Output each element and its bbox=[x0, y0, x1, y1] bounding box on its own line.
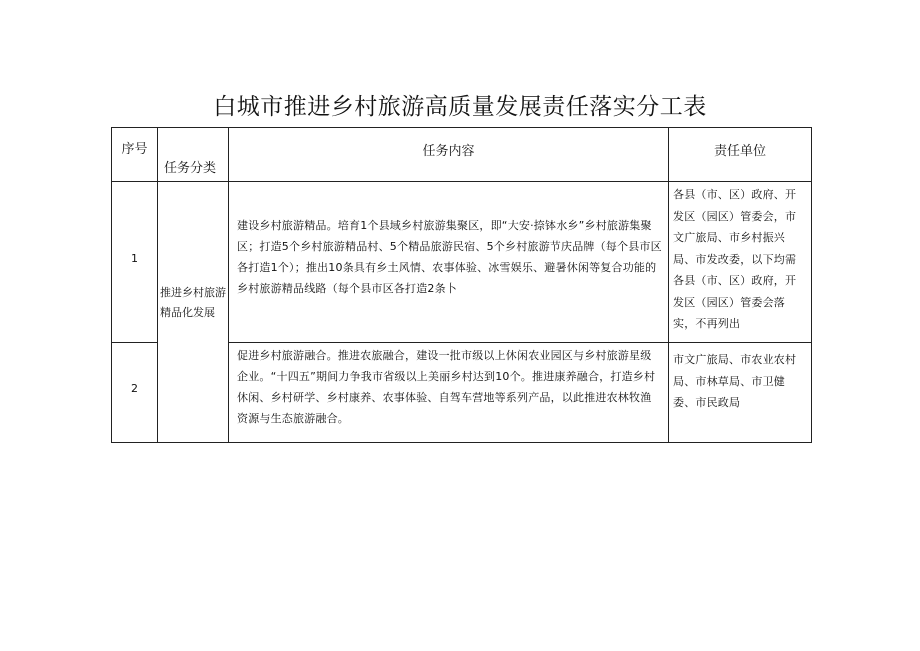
row-1-seq bbox=[112, 182, 158, 343]
row-2-content-text: 促进乡村旅游融合。推进农旅融合，建设一批市级以上休闲农业园区与乡村旅游星级企业。“十四五”期间力争我市省级以上美丽乡村达到10个。推进康养融合，打造乡村休闲、乡村研学、乡村康养、农事体验、自驾车营地等系列产品，以此推进农林牧渔资源与生态旅游融合。 bbox=[237, 349, 656, 425]
category-cell bbox=[158, 182, 229, 443]
category-value: 推进乡村旅游精品化发展 bbox=[160, 286, 226, 319]
header-content bbox=[229, 128, 669, 182]
row-2-unit-text: 市文广旅局、市农业农村局、市林草局、市卫健委、市民政局 bbox=[673, 353, 797, 409]
row-2-unit bbox=[669, 343, 812, 443]
header-category-label: 任务分类 bbox=[164, 161, 217, 176]
header-unit bbox=[669, 128, 812, 182]
row-2-seq-value: 2 bbox=[131, 382, 138, 395]
row-1-content-text: 建设乡村旅游精品。培育1个县域乡村旅游集聚区，即“大安·捺钵水乡”乡村旅游集聚区；打造5个乡村旅游精品村、5个精品旅游民宿、5个乡村旅游节庆品牌（每个县市区各打造1个）；推出10条具有乡土风情、农事体验、冰雪娱乐、避暑休闲等复合功能的乡村旅游精品线路（每个县市区各打造2条卜 bbox=[237, 219, 662, 295]
responsibility-table bbox=[111, 127, 812, 443]
header-seq-label: 序号 bbox=[121, 142, 148, 157]
row-1-unit-text: 各县（市、区）政府、开发区（园区）管委会，市文广旅局、市乡村振兴局、市发改委，以下均需各县（市、区）政府，开发区（园区）管委会落实，不再列出 bbox=[673, 188, 797, 330]
header-seq bbox=[112, 128, 158, 182]
document-title: 白城市推进乡村旅游高质量发展责任落实分工表 bbox=[213, 94, 707, 120]
row-1-content bbox=[229, 182, 669, 343]
row-2-seq bbox=[112, 343, 158, 443]
row-1-seq-value: 1 bbox=[131, 251, 138, 265]
header-content-label: 任务内容 bbox=[422, 144, 475, 159]
header-category bbox=[158, 128, 229, 182]
header-unit-label: 责任单位 bbox=[713, 144, 766, 159]
row-2-content bbox=[229, 343, 669, 443]
row-1-unit bbox=[669, 182, 812, 343]
